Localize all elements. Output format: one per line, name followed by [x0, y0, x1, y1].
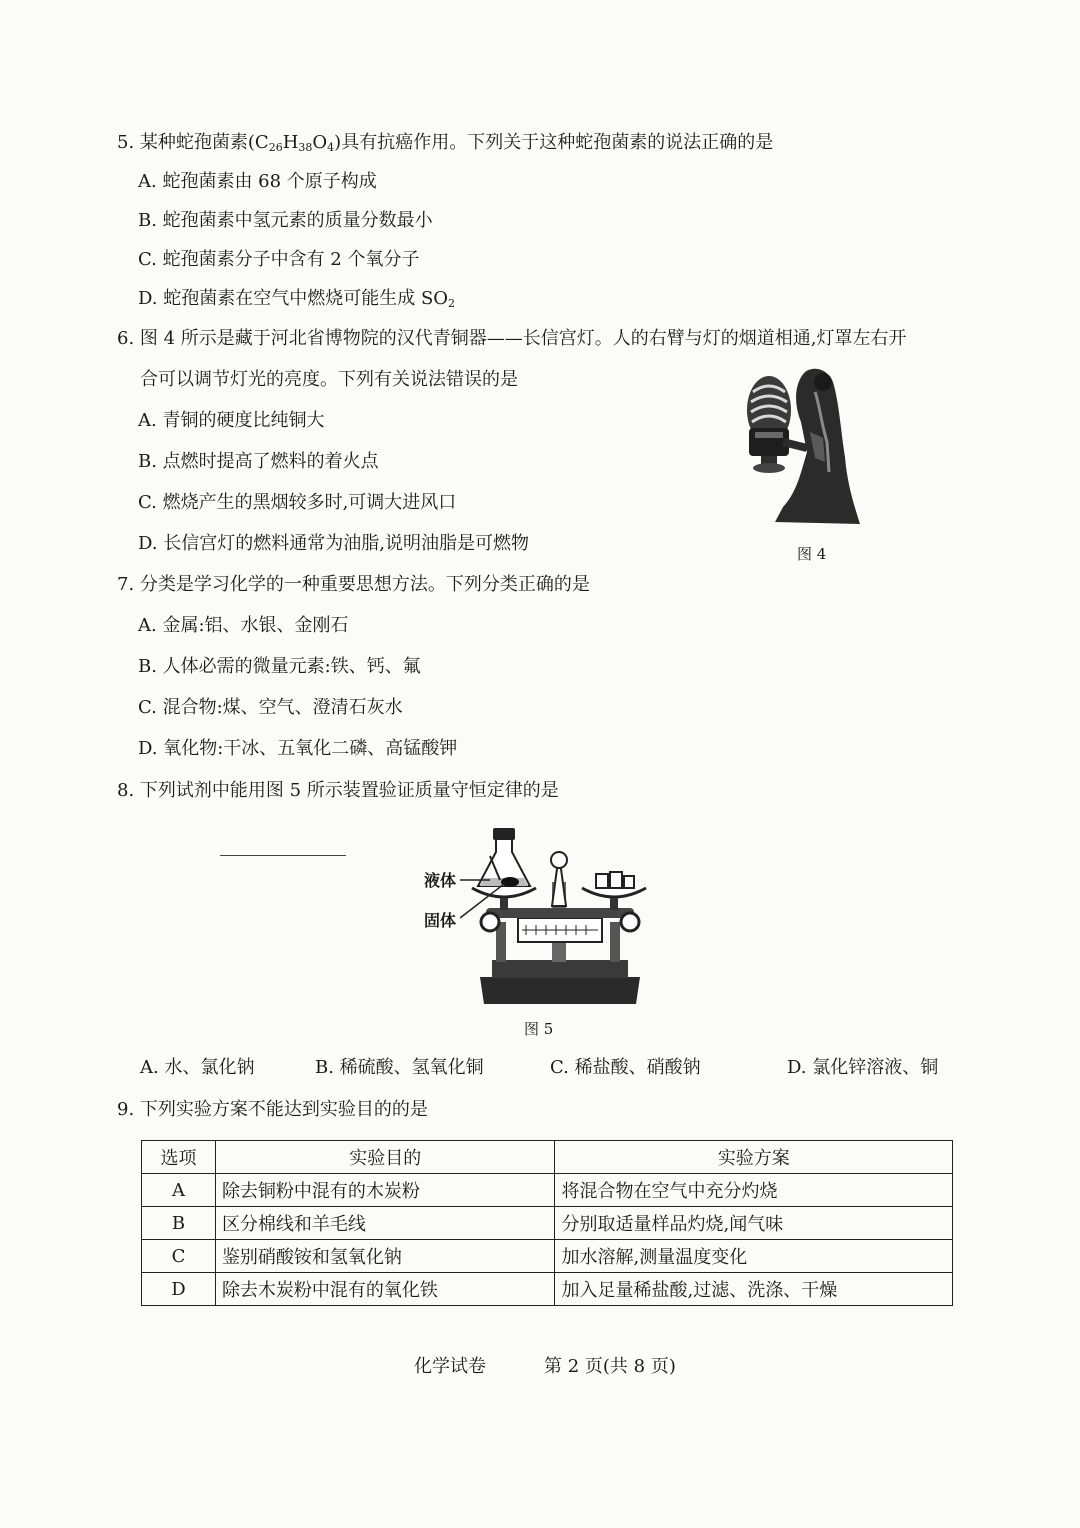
q6-option-c: C. 燃烧产生的黑烟较多时,可调大进风口	[138, 492, 457, 513]
q6-stem-line2: 合可以调节灯光的亮度。下列有关说法错误的是	[140, 369, 518, 390]
table-cell-purpose: 除去铜粉中混有的木炭粉	[215, 1174, 555, 1207]
table-cell-purpose: 除去木炭粉中混有的氧化铁	[215, 1273, 555, 1306]
table-header: 选项	[142, 1141, 216, 1174]
q8-option-d: D. 氯化锌溶液、铜	[787, 1057, 939, 1078]
q7-option-b: B. 人体必需的微量元素:铁、钙、氟	[138, 656, 421, 677]
table-cell-plan: 分别取适量样品灼烧,闻气味	[555, 1207, 953, 1240]
q8-option-a: A. 水、氯化钠	[140, 1057, 255, 1078]
figure-4-caption: 图 4	[797, 545, 827, 563]
figure-5-balance-image	[460, 822, 660, 1010]
q5-option-c: C. 蛇孢菌素分子中含有 2 个氧分子	[138, 249, 420, 270]
q7-stem: 7. 分类是学习化学的一种重要思想方法。下列分类正确的是	[117, 574, 590, 595]
q7-option-a: A. 金属:铝、水银、金刚石	[138, 615, 349, 636]
table-cell-option: B	[142, 1207, 216, 1240]
table-cell-plan: 加入足量稀盐酸,过滤、洗涤、干燥	[555, 1273, 953, 1306]
q7-option-c: C. 混合物:煤、空气、澄清石灰水	[138, 697, 403, 718]
q5-option-b: B. 蛇孢菌素中氢元素的质量分数最小	[138, 210, 433, 231]
figure-5-label-liquid: 液体	[424, 871, 457, 890]
figure-5-caption: 图 5	[524, 1020, 554, 1038]
footer-subject: 化学试卷	[414, 1356, 486, 1377]
table-cell-option: D	[142, 1273, 216, 1306]
q8-stem: 8. 下列试剂中能用图 5 所示装置验证质量守恒定律的是	[117, 780, 559, 801]
table-cell-option: C	[142, 1240, 216, 1273]
stray-mark-divider	[220, 855, 346, 856]
figure-4-lamp-image	[735, 362, 865, 530]
q6-option-d: D. 长信宫灯的燃料通常为油脂,说明油脂是可燃物	[138, 533, 529, 554]
q5-stem: 5. 某种蛇孢菌素$(C_{26}H_{38}O_4)$具有抗癌作用。下列关于这种蛇孢菌素的说法正确的是	[117, 132, 774, 154]
q7-option-d: D. 氧化物:干冰、五氧化二磷、高锰酸钾	[138, 738, 458, 759]
q6-option-b: B. 点燃时提高了燃料的着火点	[138, 451, 379, 472]
table-cell-plan: 将混合物在空气中充分灼烧	[555, 1174, 953, 1207]
table-cell-purpose: 区分棉线和羊毛线	[215, 1207, 555, 1240]
experiment-table	[141, 1140, 953, 1306]
table-row	[142, 1240, 953, 1273]
table-cell-plan: 加水溶解,测量温度变化	[555, 1240, 953, 1273]
q9-stem: 9. 下列实验方案不能达到实验目的的是	[117, 1099, 428, 1120]
table-row	[142, 1207, 953, 1240]
figure-5-label-solid: 固体	[424, 911, 457, 930]
table-row	[142, 1174, 953, 1207]
footer-page-number: 第 2 页(共 8 页)	[544, 1356, 676, 1377]
q8-option-c: C. 稀盐酸、硝酸钠	[550, 1057, 701, 1078]
q5-option-d: D. 蛇孢菌素在空气中燃烧可能生成 $SO_2$	[138, 288, 456, 310]
q5-option-a: A. 蛇孢菌素由 68 个原子构成	[138, 171, 377, 192]
table-header: 实验目的	[215, 1141, 555, 1174]
table-cell-purpose: 鉴别硝酸铵和氢氧化钠	[215, 1240, 555, 1273]
table-row	[142, 1273, 953, 1306]
q6-option-a: A. 青铜的硬度比纯铜大	[138, 410, 325, 431]
table-header: 实验方案	[555, 1141, 953, 1174]
q6-stem-line1: 6. 图 4 所示是藏于河北省博物院的汉代青铜器——长信宫灯。人的右臂与灯的烟道相通,灯罩左右开	[117, 328, 907, 349]
table-cell-option: A	[142, 1174, 216, 1207]
page-footer	[414, 1352, 676, 1378]
q8-option-b: B. 稀硫酸、氢氧化铜	[315, 1057, 484, 1078]
table-header-row	[142, 1141, 953, 1174]
